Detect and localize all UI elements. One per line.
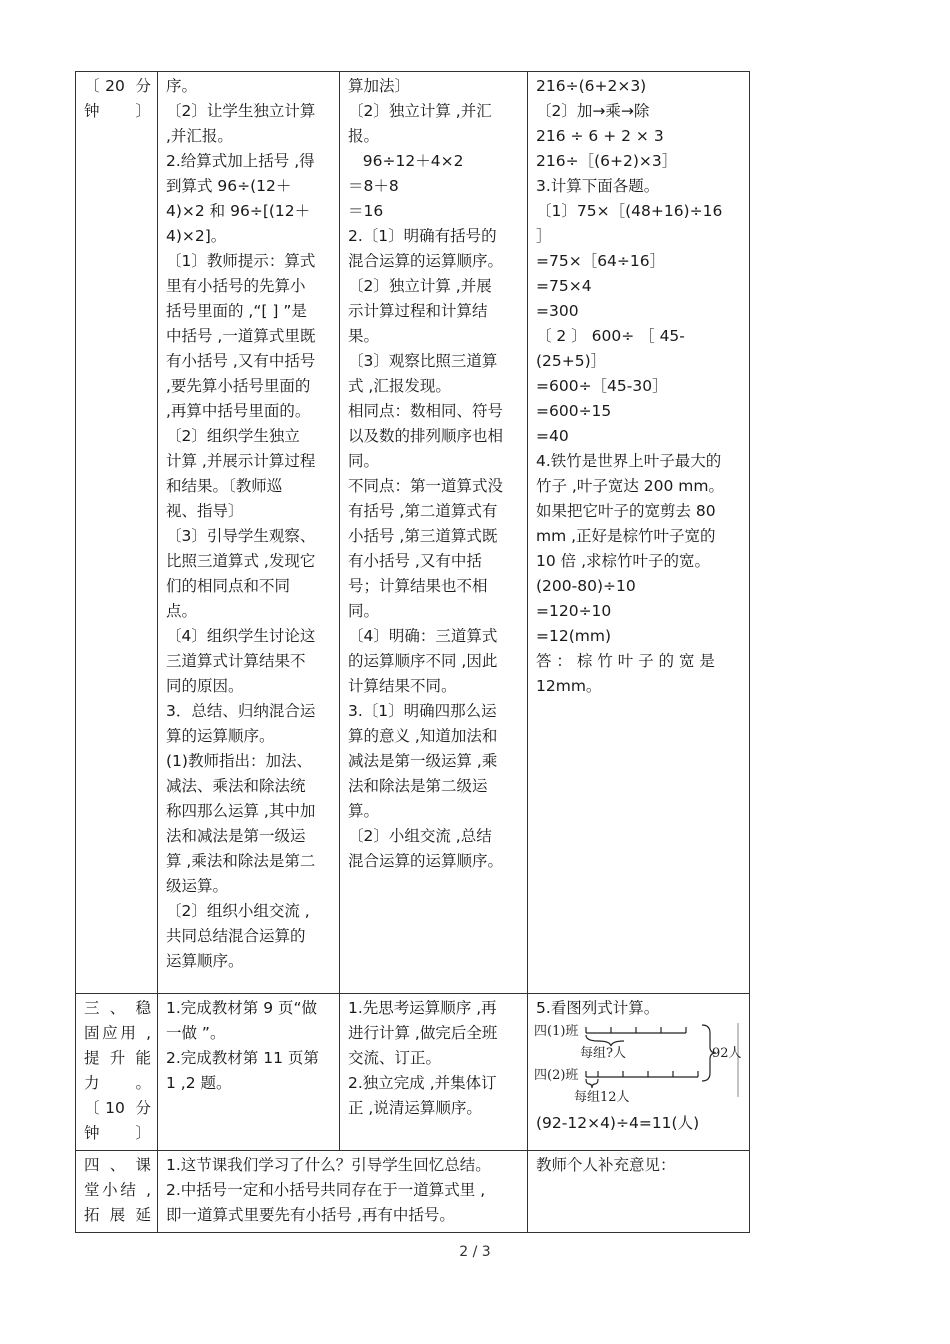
stage-cell [76,994,158,1151]
text-line: 的运算顺序不同 ,因此 [348,652,498,670]
text-line: 4.铁竹是世界上叶子最大的 [536,452,722,470]
text-line: 果。 [348,327,380,345]
text-line: 3.〔1〕明确四那么运 [348,702,497,720]
class2-segment [586,1071,698,1088]
text-line: 有小括号 ,又有中括号 [166,352,316,370]
text-line: 混合运算的运算顺序。 [348,852,504,870]
text-line: 算。 [348,802,380,820]
text-line: ,再算中括号里面的。 [166,402,311,420]
comment-cell [528,1151,750,1233]
table-row [76,994,750,1151]
text-line: 钟〕 [84,102,151,120]
text-line: ,并汇报。 [166,127,233,145]
text-line: 正 ,说清运算顺序。 [348,1099,482,1117]
text-line: =300 [536,302,579,320]
text-line: 有括号 ,第二道算式有 [348,502,498,520]
text-line: 到算式 96÷(12＋ [166,177,292,195]
text-line: 混合运算的运算顺序。 [348,252,504,270]
text-line: 法和减法是第一级运 [166,827,306,845]
text-line: 算 ,乘法和除法是第二 [166,852,316,870]
text-line: 答 ： 棕 竹 叶 子 的 宽 是 [536,652,715,670]
text-line: 堂小结 , [84,1181,151,1199]
text-line: 示计算过程和计算结 [348,302,488,320]
teacher-activity-cell [158,72,340,994]
text-line: 进行计算 ,做完后全班 [348,1024,498,1042]
text-line: 216 ÷ 6 + 2 × 3 [536,127,664,145]
text-line: 不同点：第一道算式没 [348,477,504,495]
text-line: 〔4〕明确：三道算式 [348,627,498,645]
text-line: 序。 [166,77,198,95]
text-line: 2.给算式加上括号 ,得 [166,152,315,170]
class1-label: 四(1)班 [534,1024,579,1039]
text-line: mm ,正好是棕竹叶子宽的 [536,527,716,545]
text-line: 〔2〕小组交流 ,总结 [348,827,492,845]
text-line: 共同总结混合运算的 [166,927,306,945]
text-line: 1.先思考运算顺序 ,再 [348,999,497,1017]
text-line: 和结果。〔教师巡 [166,477,283,495]
class1-segment [586,1027,686,1046]
exercise-cell [528,994,750,1151]
text-line: 〔2〕组织学生独立 [166,427,300,445]
text-line: 相同点：数相同、符号 [348,402,504,420]
text-line: 法和除法是第二级运 [348,777,488,795]
text-line: 交流、订正。 [348,1049,442,1067]
text-line: 2.〔1〕明确有括号的 [348,227,497,245]
text-line: (25+5)］ [536,352,607,370]
text-line: 算加法〕 [348,77,411,95]
text-line: 减法、乘法和除法统 [166,777,306,795]
text-line: 钟〕 [84,1124,151,1142]
text-line: 3.计算下面各题。 [536,177,660,195]
text-line: =120÷10 [536,602,612,620]
text-line: 级运算。 [166,877,229,895]
text-line: 三 、 稳 [84,999,151,1017]
text-line: 〔3〕观察比照三道算 [348,352,498,370]
table-row [76,72,750,994]
text-line: 216÷［(6+2)×3］ [536,152,678,170]
text-line: 力 。 [84,1074,151,1092]
text-line: 式 ,汇报发现。 [348,377,451,395]
text-line: 同。 [348,602,380,620]
student-activity-cell [340,994,528,1151]
text-line: 减法是第一级运算 ,乘 [348,752,498,770]
text-line: 视、指导〕 [166,502,244,520]
line-segment-diagram [534,1021,744,1111]
text-line: 2.完成教材第 11 页第 [166,1049,319,1067]
text-line: 3．总结、归纳混合运 [166,702,316,720]
text-line: 〔4〕组织学生讨论这 [166,627,316,645]
text-line: 〔1〕75×［(48+16)÷16 [536,202,723,220]
exercise-title: 5.看图列式计算。 [536,999,660,1017]
text-line: 们的相同点和不同 [166,577,291,595]
text-line: 即一道算式里要先有小括号 ,再有中括号。 [166,1206,455,1224]
text-line: 12mm。 [536,677,602,695]
text-line: ］ [536,227,552,245]
text-line: =75×4 [536,277,592,295]
text-line: 有小括号 ,又有中括 [348,552,482,570]
student-activity-cell [340,72,528,994]
text-line: 里有小括号的先算小 [166,277,306,295]
text-line: (200-80)÷10 [536,577,636,595]
text-line: =600÷［45-30］ [536,377,668,395]
text-line: 96÷12＋4×2 [348,152,464,170]
class2-label: 四(2)班 [534,1068,579,1083]
text-line: 号；计算结果也不相 [348,577,488,595]
text-line: 同的原因。 [166,677,244,695]
text-line: 〔2〕独立计算 ,并展 [348,277,492,295]
text-line: =600÷15 [536,402,612,420]
text-line: 算的运算顺序。 [166,727,275,745]
text-line: ,要先算小括号里面的 [166,377,311,395]
text-line: 〔2〕独立计算 ,并汇 [348,102,492,120]
text-line: 〔2〕组织小组交流 , [166,902,310,920]
text-line: 提 升 能 [84,1049,151,1067]
text-line: 报。 [348,127,380,145]
text-line: 4)×2]。 [166,227,227,245]
text-line: 如果把它叶子的宽剪去 80 [536,502,716,520]
text-line: ＝16 [348,202,384,220]
text-line: 竹子 ,叶子宽达 200 mm。 [536,477,724,495]
text-line: 小括号 ,第三道算式既 [348,527,498,545]
text-line: 〔20 分 [84,77,151,95]
table-row [76,1151,750,1233]
text-line: 1.完成教材第 9 页“做 [166,999,318,1017]
text-line: (1)教师指出：加法、 [166,752,312,770]
text-line: 〔2〕加→乘→除 [536,102,650,120]
stage-cell [76,1151,158,1233]
total-label: 92人 [712,1046,742,1061]
lesson-plan-table [75,71,750,1233]
text-line: 中括号 ,一道算式里既 [166,327,316,345]
text-line: 2.中括号一定和小括号共同存在于一道算式里 , [166,1181,486,1199]
text-line: 拓 展 延 [84,1206,151,1224]
text-line: =12(mm) [536,627,612,645]
summary-cell [158,1151,528,1233]
text-line: =40 [536,427,569,445]
exercise-answer: (92-12×4)÷4=11(人) [536,1114,700,1132]
text-line: 4)×2 和 96÷[(12＋ [166,202,311,220]
text-line: 〔3〕引导学生观察、 [166,527,316,545]
text-line: 计算结果不同。 [348,677,457,695]
text-line: 〔10 分 [84,1099,151,1117]
text-line: 括号里面的 ,“[ ] ”是 [166,302,307,320]
text-line: 2.独立完成 ,并集体订 [348,1074,497,1092]
teacher-activity-cell [158,994,340,1151]
exercise-cell [528,72,750,994]
page-number: 2 / 3 [459,1244,491,1260]
text-line: 216÷(6+2×3) [536,77,647,95]
text-line: 四 、 课 [84,1156,151,1174]
text-line: 以及数的排列顺序也相 [348,427,504,445]
text-line: =75×［64÷16］ [536,252,666,270]
text-line: 1.这节课我们学习了什么？引导学生回忆总结。 [166,1156,491,1174]
text-line: 点。 [166,602,198,620]
text-line: 三道算式计算结果不 [166,652,306,670]
text-line: 〔2〕让学生独立计算 [166,102,316,120]
teacher-comment-label: 教师个人补充意见： [536,1156,676,1174]
text-line: 比照三道算式 ,发现它 [166,552,316,570]
text-line: 10 倍 ,求棕竹叶子的宽。 [536,552,711,570]
stage-cell [76,72,158,994]
text-line: 同。 [348,452,380,470]
text-line: 称四那么运算 ,其中加 [166,802,316,820]
text-line: 1 ,2 题。 [166,1074,232,1092]
class2-group-label: 每组12人 [574,1090,630,1105]
text-line: 固应用 , [84,1024,151,1042]
text-line: 〔1〕教师提示：算式 [166,252,316,270]
text-line: 一做 ”。 [166,1024,226,1042]
class1-group-label: 每组?人 [580,1046,626,1061]
text-line: 算的意义 ,知道加法和 [348,727,498,745]
text-line: 计算 ,并展示计算过程 [166,452,316,470]
text-line: 运算顺序。 [166,952,244,970]
text-line: ＝8＋8 [348,177,399,195]
text-line: 〔 2 〕 600÷ ［ 45- [536,327,685,345]
